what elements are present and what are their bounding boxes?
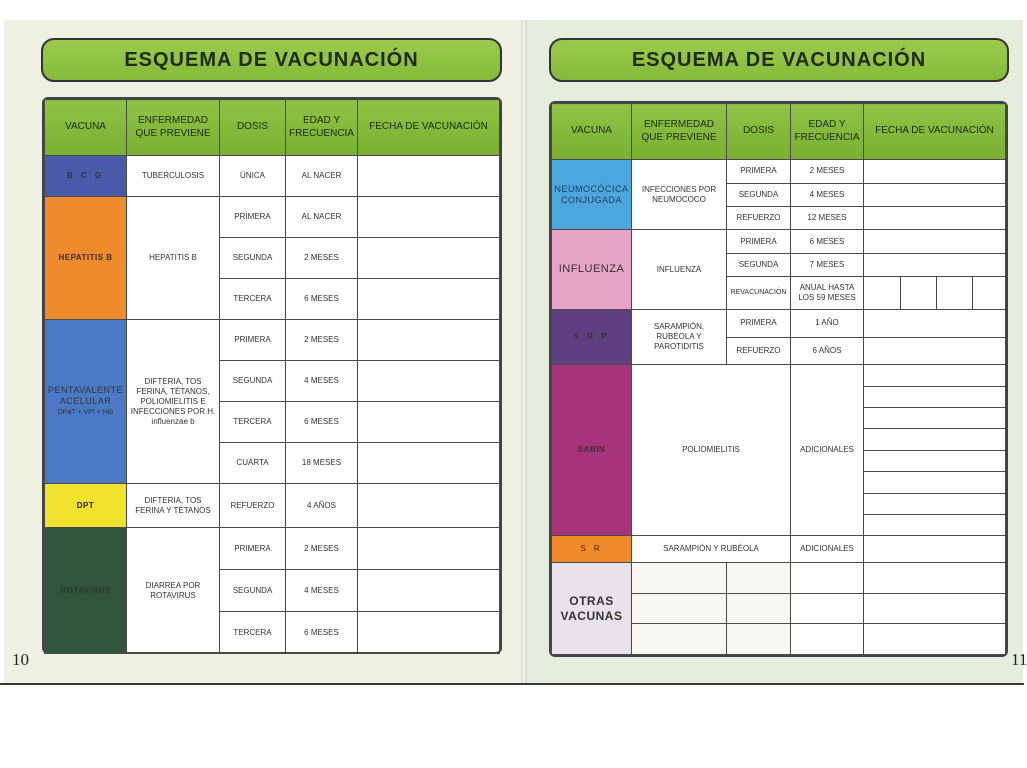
- dose-cell: CUARTA: [220, 443, 286, 484]
- age-cell: 2 MESES: [286, 238, 358, 279]
- vaccine-sr: S R: [552, 536, 632, 563]
- vaccine-dpt: DPT: [45, 484, 127, 528]
- dose-cell: ÚNICA: [220, 156, 286, 197]
- date-field[interactable]: [864, 563, 1006, 594]
- date-field[interactable]: [358, 156, 500, 197]
- vaccine-bcg: B C G: [45, 156, 127, 197]
- age-cell: 6 AÑOS: [791, 337, 864, 365]
- blank-cell[interactable]: [727, 563, 791, 594]
- date-field[interactable]: [358, 443, 500, 484]
- table-row: [552, 563, 1006, 594]
- date-field[interactable]: [937, 277, 973, 310]
- header-fecha: FECHA DE VACUNACIÓN: [358, 100, 500, 156]
- disease-cell: TUBERCULOSIS: [127, 156, 220, 197]
- age-cell: AL NACER: [286, 197, 358, 238]
- date-field[interactable]: [864, 277, 901, 310]
- date-field[interactable]: [864, 183, 1006, 206]
- right-vaccination-table-frame: [549, 101, 1008, 657]
- date-field[interactable]: [864, 493, 1006, 514]
- frequency-cell: ADICIONALES: [791, 365, 864, 536]
- age-cell: 2 MESES: [791, 160, 864, 183]
- date-field[interactable]: [864, 337, 1006, 365]
- dose-cell: PRIMERA: [220, 197, 286, 238]
- vaccine-rotavirus: ROTAVIRUS: [45, 528, 127, 654]
- blank-cell[interactable]: [632, 593, 727, 624]
- table-row: [552, 160, 1006, 183]
- blank-cell[interactable]: [791, 624, 864, 655]
- header-dosis: DOSIS: [727, 104, 791, 160]
- vaccine-pentavalente: [45, 320, 127, 484]
- vaccine-components: DPaT + VPI + Hib: [57, 409, 114, 417]
- dose-cell: SEGUNDA: [727, 253, 791, 276]
- left-vaccination-table: [44, 99, 500, 654]
- date-field[interactable]: [358, 279, 500, 320]
- date-field[interactable]: [864, 230, 1006, 253]
- date-field[interactable]: [358, 528, 500, 570]
- dose-cell: REFUERZO: [727, 207, 791, 230]
- disease-cell: SARAMPIÓN Y RUBÉOLA: [632, 536, 791, 563]
- date-field[interactable]: [864, 207, 1006, 230]
- left-vaccination-table-frame: [42, 97, 502, 654]
- blank-cell[interactable]: [632, 563, 727, 594]
- table-row: [552, 310, 1006, 338]
- date-field[interactable]: [864, 593, 1006, 624]
- age-cell: 4 AÑOS: [286, 484, 358, 528]
- table-row: [552, 365, 1006, 386]
- date-field[interactable]: [864, 472, 1006, 493]
- table-row: [45, 484, 500, 528]
- date-field[interactable]: [358, 484, 500, 528]
- date-field[interactable]: [864, 429, 1006, 450]
- date-field[interactable]: [864, 160, 1006, 183]
- dose-cell: SEGUNDA: [220, 570, 286, 612]
- table-header-row: [45, 100, 500, 156]
- age-cell: 6 MESES: [286, 402, 358, 443]
- table-row: [45, 156, 500, 197]
- date-field[interactable]: [864, 407, 1006, 428]
- dose-cell: TERCERA: [220, 279, 286, 320]
- date-field[interactable]: [358, 570, 500, 612]
- right-title-bar: [549, 38, 1009, 82]
- disease-cell: HEPATITIS B: [127, 197, 220, 320]
- age-cell: 6 MESES: [286, 612, 358, 654]
- dose-cell: PRIMERA: [220, 528, 286, 570]
- blank-cell[interactable]: [791, 563, 864, 594]
- header-enfermedad: ENFERMEDAD QUE PREVIENE: [127, 100, 220, 156]
- header-edad: EDAD Y FRECUENCIA: [791, 104, 864, 160]
- table-row: [45, 528, 500, 570]
- disease-cell: DIFTERIA, TOS FERINA, TÉTANOS, POLIOMIELITIS E INFECCIONES POR H. influenzae b: [127, 320, 220, 484]
- date-field[interactable]: [864, 624, 1006, 655]
- table-row: [45, 320, 500, 361]
- date-field[interactable]: [358, 402, 500, 443]
- disease-cell: POLIOMIELITIS: [632, 365, 791, 536]
- book-gutter: [521, 20, 527, 683]
- left-title-bar: [41, 38, 502, 82]
- date-field[interactable]: [864, 450, 1006, 471]
- blank-cell[interactable]: [727, 593, 791, 624]
- vaccine-otras: OTRAS VACUNAS: [552, 563, 632, 655]
- table-row: [45, 197, 500, 238]
- dose-cell: REFUERZO: [220, 484, 286, 528]
- vaccine-name: PENTAVALENTE ACELULAR: [47, 384, 124, 407]
- date-field[interactable]: [864, 515, 1006, 536]
- age-cell: 6 MESES: [286, 279, 358, 320]
- dose-cell: REFUERZO: [727, 337, 791, 365]
- vaccine-srp: S R P: [552, 310, 632, 365]
- age-cell: 4 MESES: [286, 570, 358, 612]
- frequency-cell: ADICIONALES: [791, 536, 864, 563]
- page-title: ESQUEMA DE VACUNACIÓN: [124, 48, 419, 71]
- blank-cell[interactable]: [632, 624, 727, 655]
- age-cell: 1 AÑO: [791, 310, 864, 338]
- date-field[interactable]: [358, 197, 500, 238]
- page-bottom-edge: [0, 683, 1024, 685]
- date-field[interactable]: [358, 320, 500, 361]
- age-cell: 4 MESES: [791, 183, 864, 206]
- age-cell: 2 MESES: [286, 320, 358, 361]
- age-cell: 7 MESES: [791, 253, 864, 276]
- date-field[interactable]: [864, 310, 1006, 338]
- header-dosis: DOSIS: [220, 100, 286, 156]
- date-field[interactable]: [864, 386, 1006, 407]
- dose-cell: REVACUNACIÓN: [727, 277, 791, 310]
- header-enfermedad: ENFERMEDAD QUE PREVIENE: [632, 104, 727, 160]
- age-cell: ANUAL HASTA LOS 59 MESES: [791, 277, 864, 310]
- date-field[interactable]: [358, 612, 500, 654]
- vaccine-neumococica: NEUMOCÓCICA CONJUGADA: [552, 160, 632, 230]
- disease-cell: SARAMPIÓN, RUBÉOLA Y PAROTIDITIS: [632, 310, 727, 365]
- table-header-row: [552, 104, 1006, 160]
- date-field[interactable]: [358, 238, 500, 279]
- table-row: [552, 230, 1006, 253]
- dose-cell: PRIMERA: [727, 230, 791, 253]
- disease-cell: INFECCIONES POR NEUMOCOCO: [632, 160, 727, 230]
- dose-cell: SEGUNDA: [727, 183, 791, 206]
- dose-cell: SEGUNDA: [220, 361, 286, 402]
- right-vaccination-table: [551, 103, 1006, 655]
- blank-cell[interactable]: [791, 593, 864, 624]
- disease-cell: DIARREA POR ROTAVIRUS: [127, 528, 220, 654]
- vaccine-influenza: INFLUENZA: [552, 230, 632, 310]
- date-field[interactable]: [358, 361, 500, 402]
- dose-cell: TERCERA: [220, 612, 286, 654]
- page-number-right: 11: [1011, 650, 1027, 669]
- header-vacuna: VACUNA: [45, 100, 127, 156]
- dose-cell: PRIMERA: [727, 160, 791, 183]
- date-field[interactable]: [973, 277, 1006, 310]
- age-cell: AL NACER: [286, 156, 358, 197]
- date-field[interactable]: [901, 277, 937, 310]
- dose-cell: SEGUNDA: [220, 238, 286, 279]
- table-row: [552, 536, 1006, 563]
- header-edad: EDAD Y FRECUENCIA: [286, 100, 358, 156]
- age-cell: 4 MESES: [286, 361, 358, 402]
- age-cell: 6 MESES: [791, 230, 864, 253]
- blank-cell[interactable]: [727, 624, 791, 655]
- date-field[interactable]: [864, 253, 1006, 276]
- age-cell: 18 MESES: [286, 443, 358, 484]
- dose-cell: PRIMERA: [727, 310, 791, 338]
- date-field[interactable]: [864, 365, 1006, 386]
- disease-cell: INFLUENZA: [632, 230, 727, 310]
- age-cell: 2 MESES: [286, 528, 358, 570]
- disease-cell: DIFTERIA, TOS FERINA Y TÉTANOS: [127, 484, 220, 528]
- dose-cell: PRIMERA: [220, 320, 286, 361]
- dose-cell: TERCERA: [220, 402, 286, 443]
- page-title: ESQUEMA DE VACUNACIÓN: [631, 48, 927, 71]
- header-vacuna: VACUNA: [552, 104, 632, 160]
- date-field[interactable]: [864, 536, 1006, 563]
- header-fecha: FECHA DE VACUNACIÓN: [864, 104, 1006, 160]
- vaccine-hepatitis-b: HEPATITIS B: [45, 197, 127, 320]
- age-cell: 12 MESES: [791, 207, 864, 230]
- page-number-left: 10: [12, 650, 29, 669]
- vaccine-sabin: SABIN: [552, 365, 632, 536]
